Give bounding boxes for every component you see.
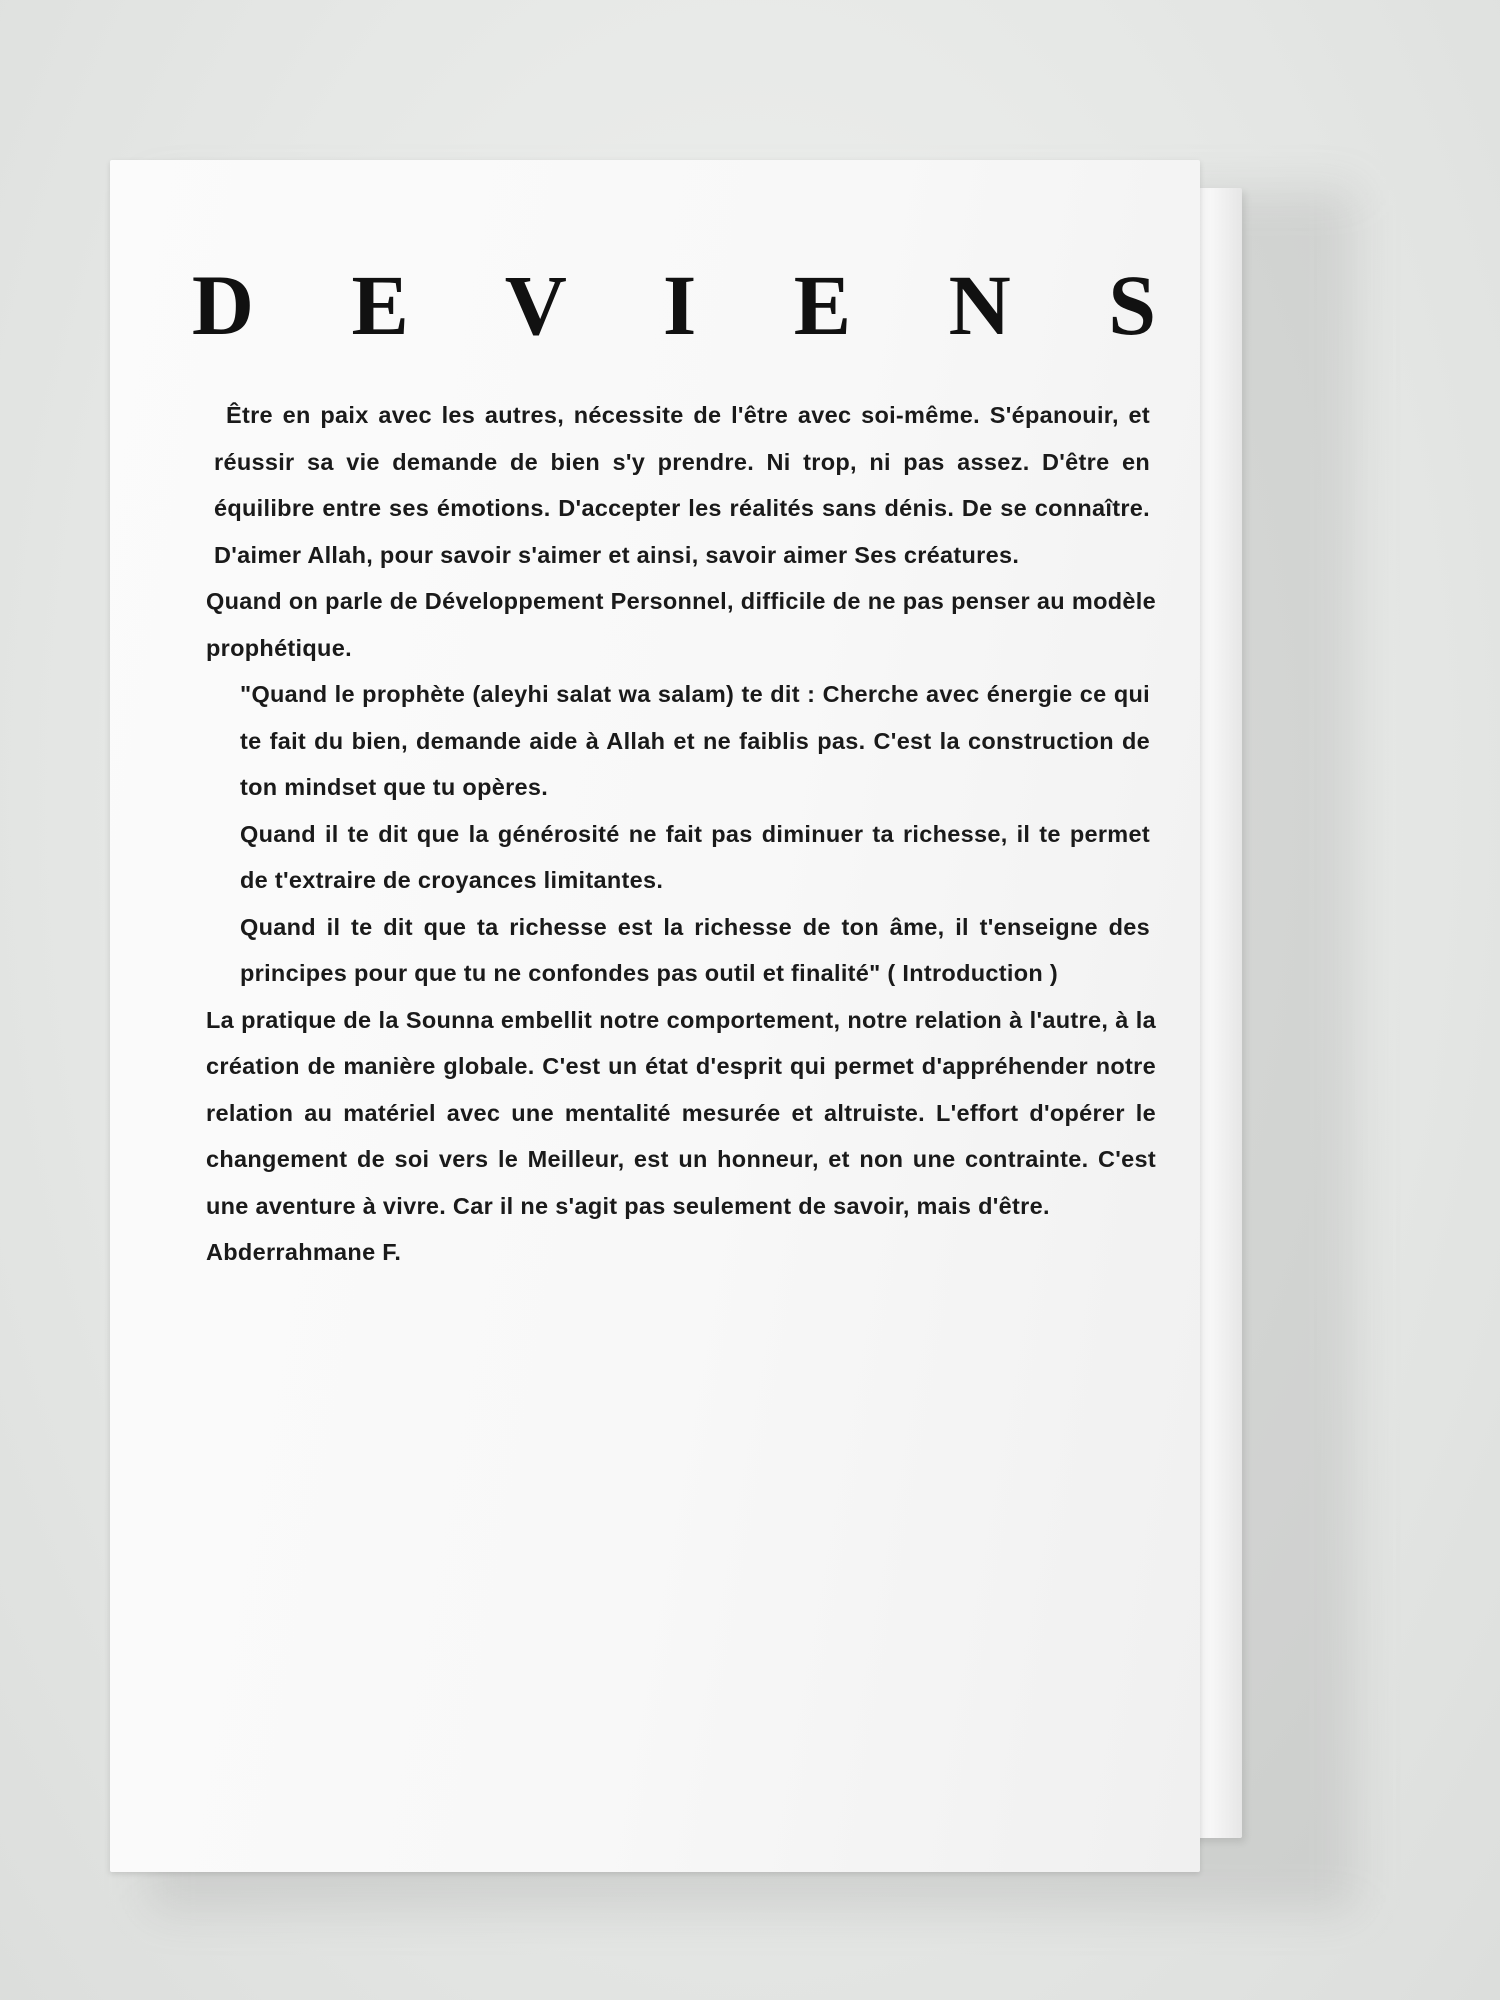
- quote-paragraph-2: Quand il te dit que la générosité ne fait pas diminuer ta richesse, il te permet de t'extraire de croyances limitantes.: [240, 820, 1150, 893]
- book-title: D E V I E N S: [191, 257, 1195, 353]
- author-signature: Abderrahmane F.: [206, 1239, 402, 1265]
- quote-paragraph-1: "Quand le prophète (aleyhi salat wa salam) te dit : Cherche avec énergie ce qui te fait du bien, demande aide à Allah et ne faiblis pas. C'est la construction de ton mindset que tu opères.: [240, 681, 1150, 800]
- quote-paragraph-3: Quand il te dit que ta richesse est la richesse de ton âme, il t'enseigne des principes pour que tu ne confondes pas outil et finalité" ( Introduction ): [240, 913, 1150, 986]
- book-back-cover: [110, 160, 1200, 1872]
- blurb-paragraph-2: Quand on parle de Développement Personnel, difficile de ne pas penser au modèle prophétique.: [206, 588, 1156, 661]
- blurb-paragraph-1: Être en paix avec les autres, nécessite de l'être avec soi-même. S'épanouir, et réussir sa vie demande de bien s'y prendre. Ni trop, ni pas assez. D'être en équilibre entre ses émotions. D'accepter les réalités sans dénis. De se connaître. D'aimer Allah, pour savoir s'aimer et ainsi, savoir aimer Ses créatures.: [214, 402, 1150, 568]
- blurb-paragraph-3: La pratique de la Sounna embellit notre comportement, notre relation à l'autre, à la création de manière globale. C'est un état d'esprit qui permet d'appréhender notre relation au matériel avec une mentalité mesurée et altruiste. L'effort d'opérer le changement de soi vers le Meilleur, est un honneur, et non une contrainte. C'est une aventure à vivre. Car il ne s'agit pas seulement de savoir, mais d'être.: [206, 1006, 1156, 1219]
- back-cover-blurb: [206, 392, 1156, 1276]
